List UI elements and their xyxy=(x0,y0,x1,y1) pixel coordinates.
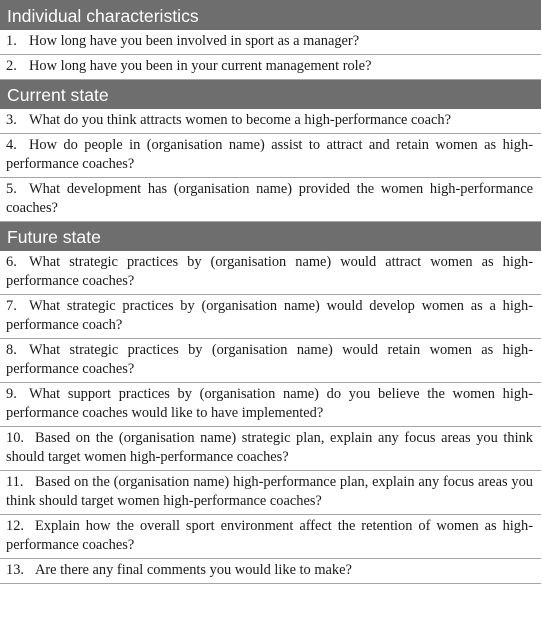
question-text: Based on the (organisation name) strategic plan, explain any focus areas you think should target women high-performance coaches? xyxy=(6,430,533,465)
section-title: Future state xyxy=(0,222,541,251)
question-row xyxy=(0,109,541,134)
question-text: What development has (organisation name) provided the women high-performance coaches? xyxy=(6,181,533,216)
section-title: Individual characteristics xyxy=(0,1,541,30)
question-cell xyxy=(0,251,541,295)
question-row xyxy=(0,178,541,222)
question-number: 4. xyxy=(6,137,17,153)
question-row xyxy=(0,383,541,427)
question-text: Explain how the overall sport environment affect the retention of women as high-performance coaches? xyxy=(6,518,533,553)
question-row xyxy=(0,251,541,295)
question-row xyxy=(0,559,541,584)
question-text: Based on the (organisation name) high-performance plan, explain any focus areas you think should target women high-performance coaches? xyxy=(6,474,533,509)
question-number: 9. xyxy=(6,386,17,402)
question-number: 11. xyxy=(6,474,24,490)
question-cell xyxy=(0,559,541,584)
question-cell xyxy=(0,30,541,55)
question-cell xyxy=(0,383,541,427)
question-cell xyxy=(0,339,541,383)
question-cell xyxy=(0,109,541,134)
question-cell xyxy=(0,55,541,80)
question-text: Are there any final comments you would like to make? xyxy=(35,562,352,578)
section-header-row xyxy=(0,222,541,251)
question-row xyxy=(0,471,541,515)
question-cell xyxy=(0,295,541,339)
question-number: 10. xyxy=(6,430,24,446)
question-text: How do people in (organisation name) assist to attract and retain women as high-performance coaches? xyxy=(6,137,533,172)
question-number: 13. xyxy=(6,562,24,578)
question-cell xyxy=(0,471,541,515)
section-title: Current state xyxy=(0,80,541,109)
question-row xyxy=(0,55,541,80)
section-header-row xyxy=(0,1,541,30)
question-text: What strategic practices by (organisation name) would attract women as high-performance coaches? xyxy=(6,254,533,289)
question-row xyxy=(0,30,541,55)
question-text: What strategic practices by (organisation name) would retain women as high-performance coaches? xyxy=(6,342,533,377)
question-number: 6. xyxy=(6,254,17,270)
question-number: 3. xyxy=(6,112,17,128)
question-text: What do you think attracts women to become a high-performance coach? xyxy=(29,112,451,128)
question-cell xyxy=(0,427,541,471)
question-row xyxy=(0,134,541,178)
question-number: 8. xyxy=(6,342,17,358)
question-cell xyxy=(0,515,541,559)
question-number: 12. xyxy=(6,518,24,534)
question-row xyxy=(0,339,541,383)
question-row xyxy=(0,515,541,559)
question-number: 2. xyxy=(6,58,17,74)
question-number: 7. xyxy=(6,298,17,314)
section-header-row xyxy=(0,80,541,109)
question-cell xyxy=(0,134,541,178)
question-row xyxy=(0,295,541,339)
question-row xyxy=(0,427,541,471)
question-text: What support practices by (organisation name) do you believe the women high-performance coaches would like to have implemented? xyxy=(6,386,533,421)
question-text: How long have you been involved in sport as a manager? xyxy=(29,33,360,49)
question-text: How long have you been in your current management role? xyxy=(29,58,372,74)
question-text: What strategic practices by (organisation name) would develop women as a high-performance coach? xyxy=(6,298,533,333)
question-number: 5. xyxy=(6,181,17,197)
question-number: 1. xyxy=(6,33,17,49)
question-cell xyxy=(0,178,541,222)
